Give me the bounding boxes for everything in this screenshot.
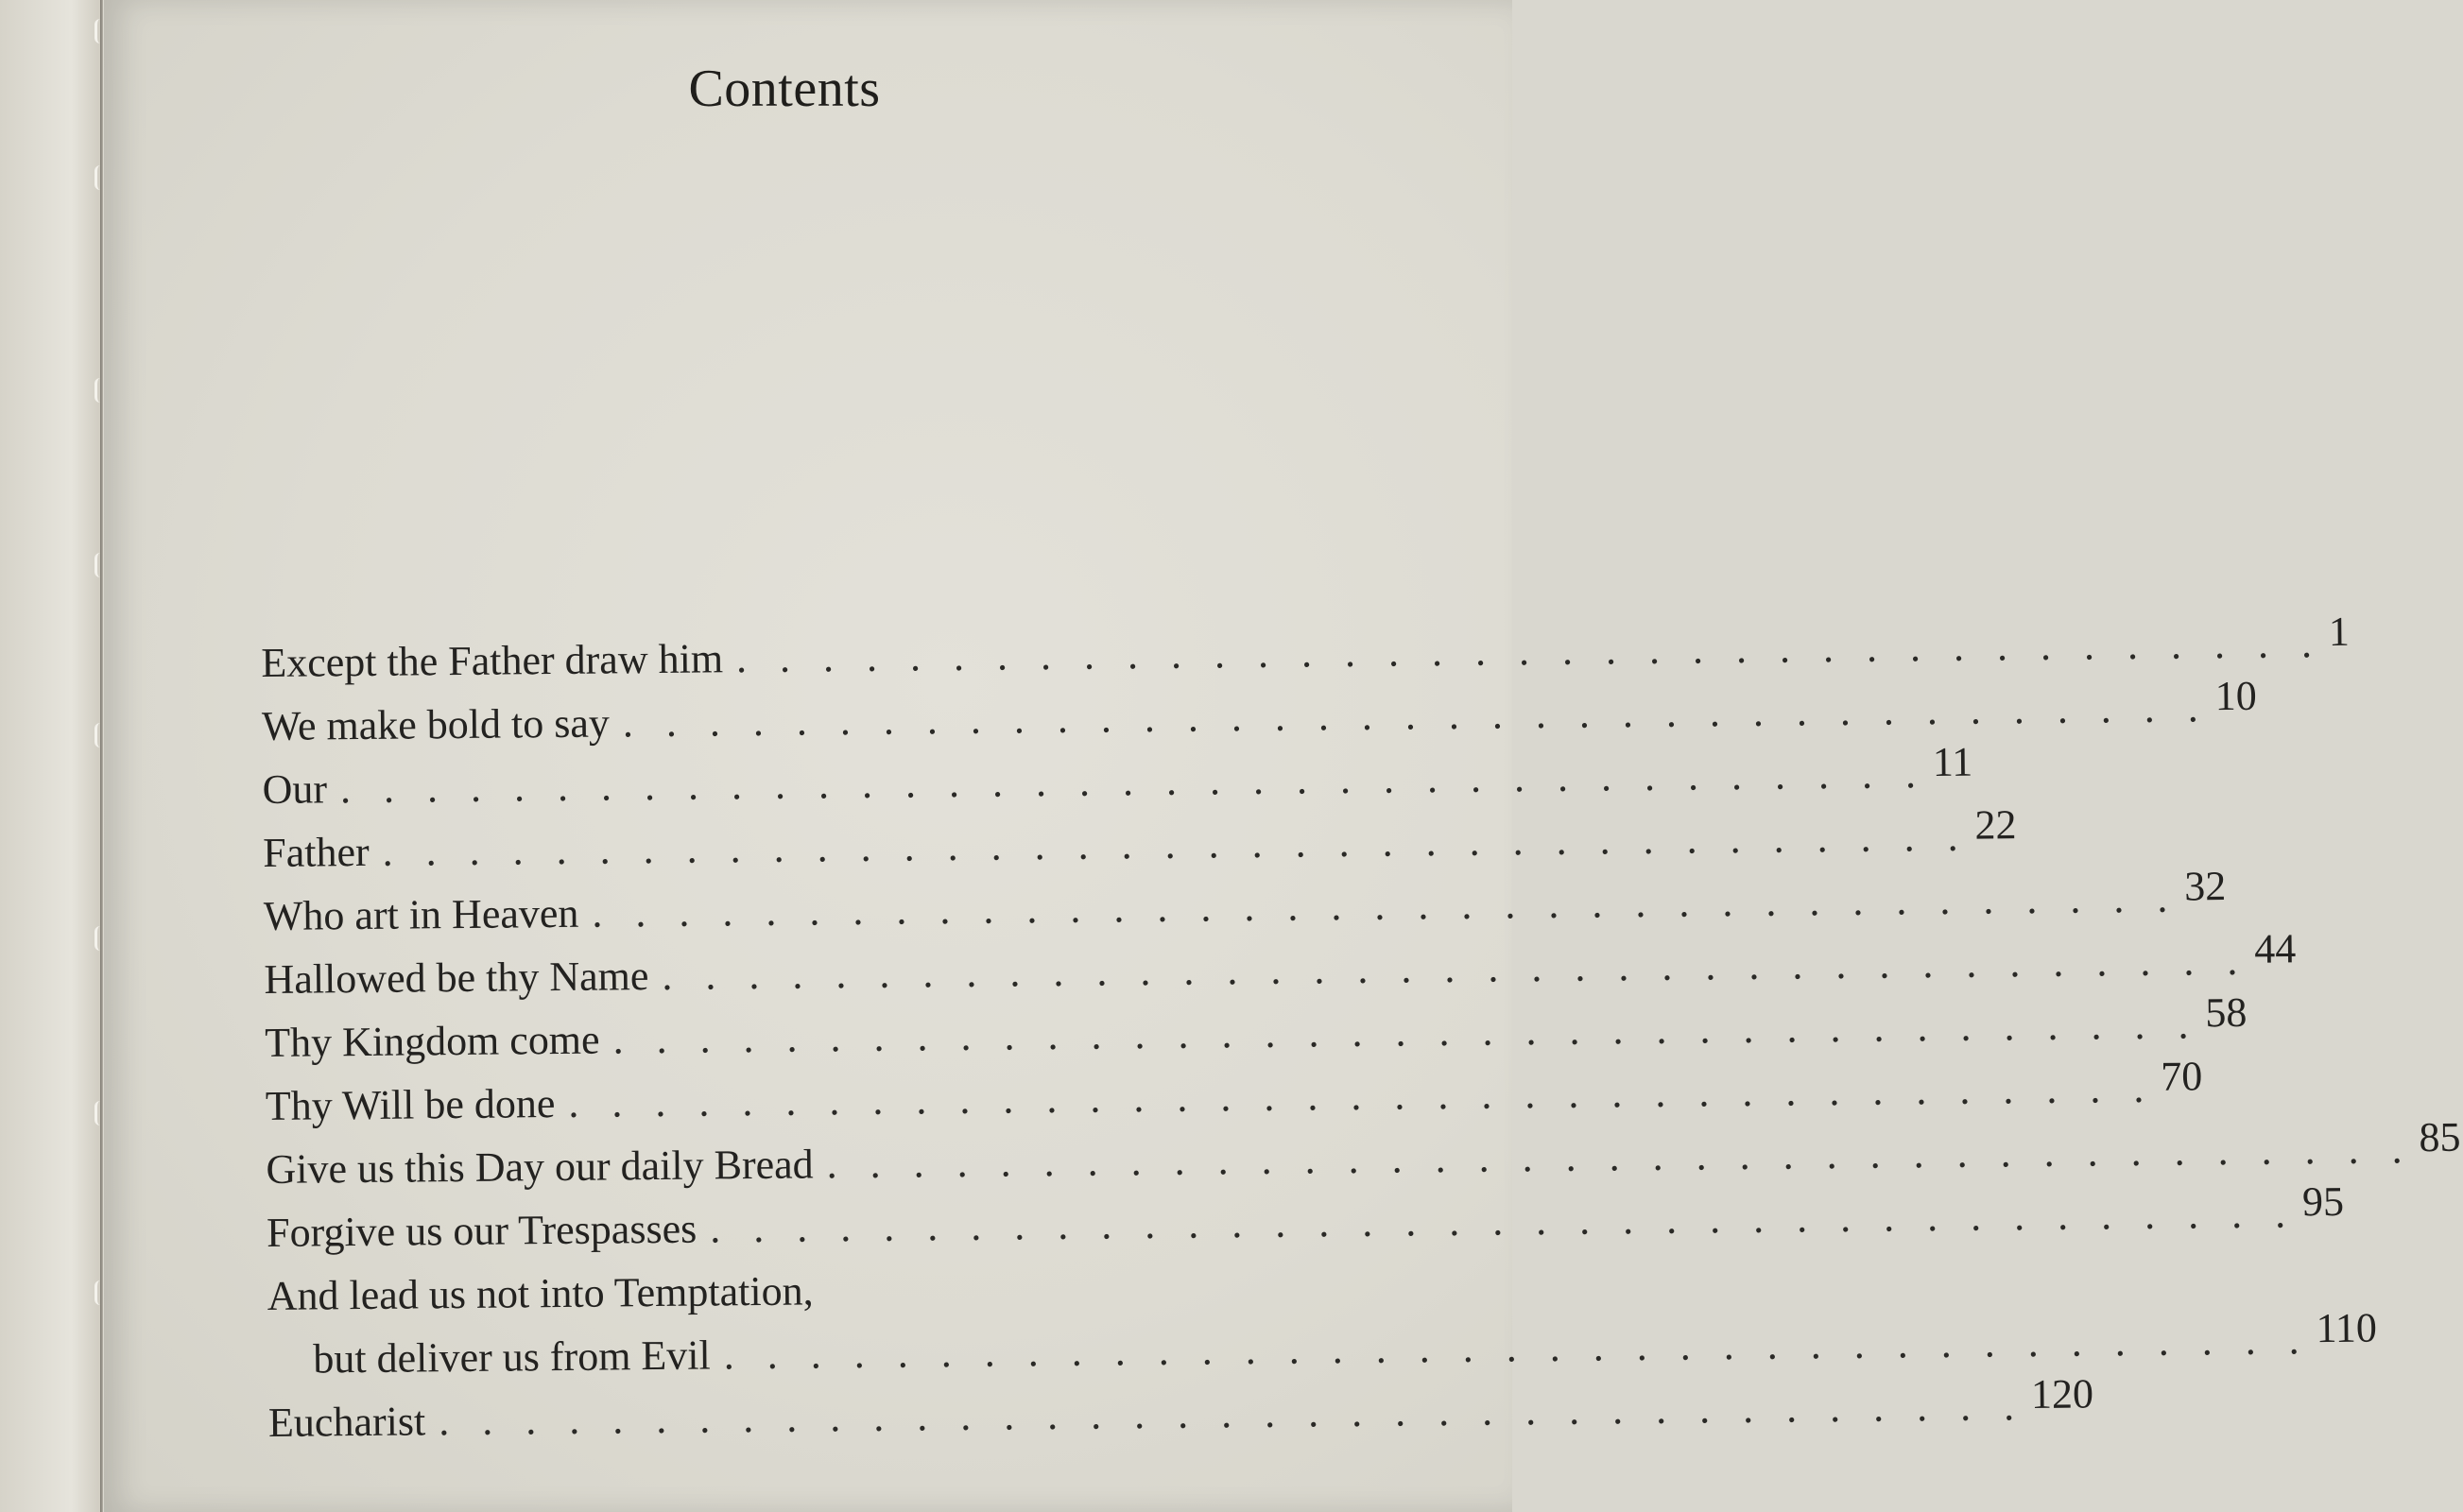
toc-entry — [267, 1254, 1369, 1328]
toc-entry — [261, 672, 2257, 758]
binding-stitch — [95, 378, 111, 403]
toc-entry-title: Give us this Day our daily Bread — [266, 1141, 814, 1193]
dot-leader: . . . . . . . . . . . . . . . . . . . . . . . . . . . . . . . . . . . . . — [826, 1125, 2414, 1188]
binding-stitch — [95, 723, 111, 747]
toc-entry-title: We make bold to say — [261, 699, 611, 749]
binding-stitch — [95, 553, 111, 577]
toc-entry-page: 22 — [1974, 801, 2017, 849]
toc-entry — [261, 608, 2351, 695]
dot-leader: . . . . . . . . . . . . . . . . . . . . . . . . . . . . . . . . . . . . . — [438, 1383, 2026, 1445]
toc-entry — [263, 863, 2227, 948]
dot-leader: . . . . . . . . . . . . . . . . . . . . . . . . . . . . . . . . . . . . . — [709, 1190, 2298, 1252]
facing-page-edge — [0, 0, 102, 1512]
toc-entry-title: Except the Father draw him — [261, 635, 724, 686]
toc-entry-page: 58 — [2205, 988, 2248, 1037]
dot-leader: . . . . . . . . . . . . . . . . . . . . . . . . . . . . . . . . . . . . . — [592, 874, 2179, 936]
toc-entry-title: Thy Will be done — [265, 1080, 556, 1129]
dot-leader: . . . . . . . . . . . . . . . . . . . . . . . . . . . . . . . . . . . . . — [339, 750, 1928, 813]
toc-entry-title: Thy Kingdom come — [264, 1016, 600, 1066]
binding-stitch — [95, 1101, 111, 1125]
dot-leader: . . . . . . . . . . . . . . . . . . . . . . . . . . . . . . . . . . . . . — [382, 813, 1970, 875]
dot-leader: . . . . . . . . . . . . . . . . . . . . . . . . . . . . . . . . . . . . . — [662, 936, 2249, 999]
toc-entry — [265, 1053, 2203, 1138]
binding-stitch — [95, 165, 111, 190]
toc-entry-page: 85 — [2419, 1113, 2461, 1161]
toc-entry-title: Father — [263, 828, 370, 876]
dot-leader: . . . . . . . . . . . . . . . . . . . . . . . . . . . . . . . . . . . . . — [735, 620, 2324, 682]
binding-stitch — [95, 19, 111, 43]
toc-entry — [263, 801, 2017, 885]
toc-entry-title: Hallowed be thy Name — [264, 953, 649, 1003]
toc-entry-page: 95 — [2301, 1177, 2345, 1226]
toc-entry-title: but deliver us from Evil — [313, 1332, 711, 1383]
toc-entry — [264, 988, 2248, 1074]
toc-entry-page: 1 — [2328, 608, 2351, 655]
toc-entry-title: Who art in Heaven — [263, 889, 579, 939]
toc-entry — [264, 925, 2297, 1011]
toc-entry-title: Eucharist — [267, 1398, 426, 1446]
toc-entry-page: 11 — [1932, 738, 1973, 786]
toc-entry-title: Our — [262, 765, 328, 813]
toc-entry — [262, 738, 1973, 821]
toc-entry-title: Forgive us our Trespasses — [266, 1205, 698, 1256]
toc-entry-title: And lead us not into Temptation, — [267, 1267, 814, 1319]
toc-entry — [266, 1177, 2345, 1264]
toc-entry — [267, 1304, 2378, 1391]
toc-entry-page: 120 — [2030, 1370, 2094, 1418]
toc-entry-page: 70 — [2160, 1053, 2203, 1100]
toc-entry-page: 110 — [2316, 1304, 2378, 1352]
binding-stitch — [95, 926, 111, 951]
toc-entry-page: 44 — [2253, 925, 2297, 972]
toc-entry-page: 32 — [2183, 863, 2227, 910]
toc-entry-page: 10 — [2214, 672, 2257, 720]
table-of-contents — [261, 608, 2461, 1454]
binding-stitch — [95, 1280, 111, 1305]
toc-entry — [266, 1113, 2461, 1201]
dot-leader: . . . . . . . . . . . . . . . . . . . . . . . . . . . . . . . . . . . . . — [612, 1001, 2200, 1063]
dot-leader: . . . . . . . . . . . . . . . . . . . . . . . . . . . . . . . . . . . . . — [622, 684, 2211, 747]
dot-leader: . . . . . . . . . . . . . . . . . . . . . . . . . . . . . . . . . . . . . — [723, 1316, 2311, 1379]
toc-entry — [267, 1370, 2094, 1454]
page-title: Contents — [688, 60, 881, 118]
dot-leader: . . . . . . . . . . . . . . . . . . . . . . . . . . . . . . . . . . . . . — [568, 1064, 2156, 1126]
